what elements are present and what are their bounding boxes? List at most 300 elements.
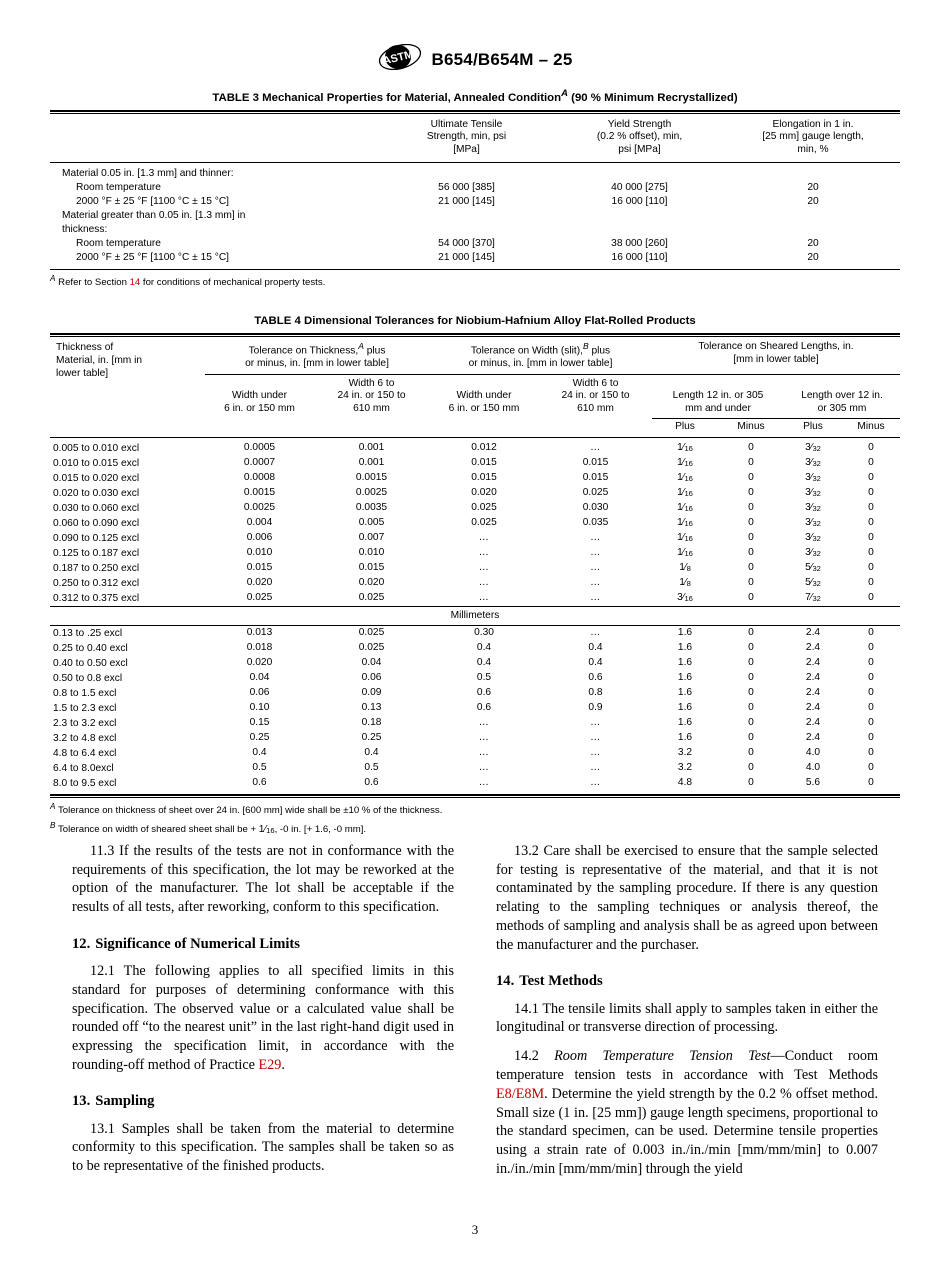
table-4-sub-width-6to24-b xyxy=(539,374,652,419)
para-14-1: 14.1 The tensile limits shall apply to samples taken in either the longitudinal or transverse direction of processing. xyxy=(496,1000,878,1036)
table-4-cell-lenover12-minus: 0 xyxy=(868,456,874,468)
table-4-cell-wid-width-6to24: … xyxy=(590,747,601,759)
sub-f-l1: Length over 12 in. xyxy=(801,389,883,401)
table-3-cell-yield: 16 000 [110] xyxy=(611,252,668,264)
table-4-cell-thk-width-6to24: 0.007 xyxy=(358,531,385,543)
heading-14 xyxy=(496,972,878,990)
table-4-cell-thickness-range: 0.060 to 0.090 excl xyxy=(53,517,140,529)
table-3-cell-label: thickness: xyxy=(62,224,108,235)
table-4-cell-wid-width-under: 0.015 xyxy=(471,456,497,468)
table-4-cell-thk-width-6to24: 0.020 xyxy=(358,576,385,588)
para-13-1: 13.1 Samples shall be taken from the material to determine conformity to this specification. The samples shall be taken so as to be representative of the finished products. xyxy=(72,1120,454,1175)
table-4-cell-len12-minus: 0 xyxy=(748,672,754,684)
uts-line1: Ultimate Tensile xyxy=(430,118,503,130)
table-4-cell-thk-width-6to24: 0.18 xyxy=(361,717,382,729)
table-4-cell-thickness-range: 0.187 to 0.250 excl xyxy=(53,562,140,574)
table-4-cell-wid-width-under: … xyxy=(478,591,490,603)
table-3-cell-yield xyxy=(553,223,726,237)
table-4-cell-lenover12-plus: 4.0 xyxy=(805,762,821,774)
table-4-cell-lenover12-plus: 2.4 xyxy=(805,672,821,684)
table-4-cell-wid-width-6to24: … xyxy=(590,626,601,638)
table-4-cell-len12-minus: 0 xyxy=(748,657,754,669)
table-4-cell-thk-width-under: 0.0008 xyxy=(243,471,276,483)
table-3-footnote-marker: A xyxy=(50,274,56,284)
table-4-cell-len12-plus: 1.6 xyxy=(677,657,693,669)
table-3-caption-pre: TABLE 3 Mechanical Properties for Material, Annealed Condition xyxy=(212,91,562,104)
table-4-cell-thk-width-under: 0.013 xyxy=(246,626,273,638)
grp-thk-sup: A xyxy=(358,340,364,351)
table-4-cell-len12-plus: 3⁄16 xyxy=(677,591,693,603)
table-3-cell-label: Room temperature xyxy=(76,238,161,250)
table-4-cell-thk-width-under: 0.15 xyxy=(249,717,270,729)
table-row xyxy=(50,561,900,576)
table-4-cell-len12-minus: 0 xyxy=(748,732,754,744)
table-4-cell-thickness-range: 1.5 to 2.3 excl xyxy=(53,703,117,715)
table-3-cell-yield: 38 000 [260] xyxy=(611,238,668,250)
table-4-cell-thk-width-6to24: 0.025 xyxy=(358,642,385,653)
table-4-cell-lenover12-minus: 0 xyxy=(868,531,874,543)
table-4-sub-length-over-12 xyxy=(784,374,900,419)
table-4-cell-lenover12-plus: 3⁄32 xyxy=(805,501,821,513)
table-4-cell-thk-width-6to24: 0.5 xyxy=(364,762,379,774)
table-4-cell-len12-plus: 3.2 xyxy=(677,747,693,759)
table-3-cell-label: 2000 °F ± 25 °F [1100 °C ± 15 °C] xyxy=(76,252,230,264)
heading-12-text: Significance of Numerical Limits xyxy=(95,935,300,952)
table-3-caption-post: (90 % Minimum Recrystallized) xyxy=(567,91,738,104)
table-4-cell-thk-width-under: 0.015 xyxy=(246,561,273,573)
table-4-cell-len12-minus: 0 xyxy=(748,687,754,699)
table-3-cell-label: Material greater than 0.05 in. [1.3 mm] in xyxy=(62,209,246,221)
table-4-cell-wid-width-6to24: … xyxy=(590,777,601,789)
table-4-sub-width-6to24-a xyxy=(314,374,429,419)
table-4-pm-blank-1 xyxy=(205,419,314,437)
table-4-cell-len12-plus: 1.6 xyxy=(677,687,693,699)
sub-e-l1: Length 12 in. or 305 xyxy=(672,389,764,401)
table-4-cell-wid-width-under: … xyxy=(478,531,490,543)
table-4-cell-lenover12-plus: 5.6 xyxy=(805,777,821,789)
table-4-cell-thk-width-under: 0.020 xyxy=(246,657,273,669)
sub-b-l1: Width 6 to xyxy=(348,377,395,389)
table-4-cell-thk-width-under: 0.0005 xyxy=(243,441,276,453)
ys-line3: psi [MPa] xyxy=(618,144,661,156)
table-row xyxy=(50,209,900,223)
table-4-cell-thk-width-6to24: 0.025 xyxy=(358,626,385,638)
table-3-caption xyxy=(50,88,900,106)
astm-logo-icon xyxy=(378,44,422,75)
table-4-cell-wid-width-under: 0.5 xyxy=(476,672,492,684)
practice-e29-link[interactable]: E29 xyxy=(258,1056,282,1073)
table-row xyxy=(50,167,900,181)
sub-e-l2: mm and under xyxy=(685,402,751,414)
table-3-cell-yield: 16 000 [110] xyxy=(611,195,668,207)
table-4-cell-lenover12-plus: 3⁄32 xyxy=(805,546,821,558)
table-row xyxy=(50,237,900,251)
table-4-footnote-b-marker: B xyxy=(50,820,56,830)
table-row xyxy=(50,456,900,471)
table-4-cell-lenover12-plus: 2.4 xyxy=(805,702,821,714)
table-row xyxy=(50,195,900,209)
heading-13 xyxy=(72,1092,454,1110)
table-4-cell-thk-width-under: 0.0015 xyxy=(243,486,276,498)
table-4-cell-len12-minus: 0 xyxy=(748,717,754,729)
table-4-cell-len12-minus: 0 xyxy=(748,516,754,528)
table-4-cell-len12-minus: 0 xyxy=(748,546,754,558)
table-4-cell-lenover12-plus: 3⁄32 xyxy=(805,441,821,453)
table-4-block xyxy=(50,314,900,837)
table-4-footnote-b xyxy=(50,819,900,837)
table-4-cell-thk-width-under: 0.025 xyxy=(246,591,273,603)
table-4-cell-thk-width-6to24: 0.06 xyxy=(361,672,382,684)
para-12-1-post: . xyxy=(281,1056,285,1073)
table-4-footnote-b-pre: Tolerance on width of sheared sheet shall be + xyxy=(55,823,259,835)
table-4-cell-wid-width-under: 0.012 xyxy=(471,441,497,453)
table-4-cell-lenover12-minus: 0 xyxy=(868,441,874,453)
table-3-cell-uts xyxy=(380,167,553,181)
table-row xyxy=(50,531,900,546)
table-4-cell-lenover12-minus: 0 xyxy=(868,626,874,638)
table-4-cell-wid-width-under: 0.4 xyxy=(476,657,492,669)
table-3-cell-elongation xyxy=(726,209,900,223)
table-3-cell-uts: 56 000 [385] xyxy=(438,181,495,193)
table-3-body xyxy=(50,167,900,265)
stub-line3: lower table] xyxy=(56,368,109,380)
table-4-pm-blank-4 xyxy=(539,419,652,437)
table-4-cell-len12-plus: 1⁄8 xyxy=(679,576,691,588)
table-row xyxy=(50,441,900,456)
table-row xyxy=(50,546,900,561)
table-4-cell-wid-width-6to24: 0.4 xyxy=(588,642,603,653)
para-14-2-italic-title: Room Temperature Tension Test xyxy=(554,1048,771,1065)
table-4-cell-lenover12-minus: 0 xyxy=(868,747,874,759)
table-4-cell-lenover12-minus: 0 xyxy=(868,486,874,498)
table-4-cell-lenover12-plus: 3⁄32 xyxy=(805,486,821,498)
table-row xyxy=(50,516,900,531)
table-row xyxy=(50,576,900,591)
table-4-cell-lenover12-minus: 0 xyxy=(868,516,874,528)
table-4-cell-wid-width-under: … xyxy=(478,546,490,558)
table-4-cell-wid-width-under: … xyxy=(478,732,490,744)
table-4-cell-thickness-range: 3.2 to 4.8 excl xyxy=(53,733,117,745)
table-4-header xyxy=(50,337,900,437)
document-title: B654/B654M – 25 xyxy=(431,49,573,69)
table-4-cell-thk-width-6to24: 0.0015 xyxy=(355,471,388,483)
table-3-caption-sup: A xyxy=(561,88,568,99)
para-11-3: 11.3 If the results of the tests are not in conformance with the requirements of this specification, the lot may be reworked at the option of the manufacturer. The lot shall be acceptable if the results of all tests, after reworking, conform to this specification. xyxy=(72,843,454,916)
table-4-cell-thickness-range: 0.312 to 0.375 excl xyxy=(53,592,140,604)
table-4-cell-len12-plus: 1⁄16 xyxy=(677,471,693,483)
table-4-cell-thk-width-under: 0.5 xyxy=(252,762,267,774)
table-4-cell-len12-minus: 0 xyxy=(748,561,754,573)
table-4-cell-len12-minus: 0 xyxy=(748,501,754,513)
table-4-cell-lenover12-minus: 0 xyxy=(868,687,874,699)
table-4-cell-thickness-range: 0.020 to 0.030 excl xyxy=(53,487,140,499)
table-4-cell-len12-plus: 3.2 xyxy=(677,762,693,774)
table-4-cell-wid-width-under: 0.015 xyxy=(471,471,497,483)
sub-a-l2: 6 in. or 150 mm xyxy=(224,403,295,415)
body-columns xyxy=(72,842,878,1179)
table-4-stub-header xyxy=(50,337,205,437)
table-4-cell-wid-width-under: 0.025 xyxy=(471,501,497,513)
table-4-cell-thickness-range: 6.4 to 8.0excl xyxy=(53,763,114,775)
table-4-cell-wid-width-under: … xyxy=(478,561,490,573)
table-4-millimeters-separator xyxy=(50,607,900,626)
table-4-cell-wid-width-under: … xyxy=(478,762,490,774)
table-4-cell-len12-minus: 0 xyxy=(748,456,754,468)
table-3-cell-uts xyxy=(380,209,553,223)
table-3-cell-elongation: 20 xyxy=(807,195,819,207)
table-4-caption: TABLE 4 Dimensional Tolerances for Niobium-Hafnium Alloy Flat-Rolled Products xyxy=(254,315,696,327)
table-3-header-elongation xyxy=(726,114,900,162)
table-4-cell-thk-width-6to24: 0.4 xyxy=(364,747,379,759)
table-4-cell-thk-width-under: 0.04 xyxy=(249,672,270,684)
table-4-cell-thk-width-under: 0.6 xyxy=(252,777,267,789)
table-4-cell-len12-minus: 0 xyxy=(748,591,754,603)
sub-b-l3: 610 mm xyxy=(353,403,390,415)
table-4-cell-wid-width-6to24: 0.8 xyxy=(588,687,603,699)
table-4-cell-lenover12-plus: 4.0 xyxy=(805,747,821,759)
table-row xyxy=(50,716,900,731)
table-4-cell-len12-minus: 0 xyxy=(748,702,754,714)
table-4-millimeters-label: Millimeters xyxy=(50,607,900,626)
table-row xyxy=(50,641,900,656)
table-4-cell-thickness-range: 0.50 to 0.8 excl xyxy=(53,673,123,685)
table-4-cell-lenover12-plus: 5⁄32 xyxy=(805,576,821,588)
table-4-cell-thk-width-6to24: 0.04 xyxy=(361,657,382,669)
table-4-group-lengths xyxy=(652,337,900,374)
table-row xyxy=(50,731,900,746)
table-4-footnote-a xyxy=(50,798,900,818)
para-12-1-pre: 12.1 The following applies to all specified limits in this standard for purposes of determining conformance with this specification. The observed value or a calculated value shall be rounded off “to the nearest unit” in the last right-hand digit used in expressing the specification limit, in accordance with the rounding-off method of Practice xyxy=(72,963,454,1073)
table-3-cell-elongation: 20 xyxy=(807,181,819,193)
table-4-cell-len12-minus: 0 xyxy=(748,747,754,759)
heading-13-text: Sampling xyxy=(95,1093,155,1110)
table-4-cell-len12-minus: 0 xyxy=(748,486,754,498)
table-4-cell-thk-width-under: 0.004 xyxy=(246,516,273,528)
table-4-cell-len12-plus: 1⁄16 xyxy=(677,441,693,453)
table-4-cell-lenover12-minus: 0 xyxy=(868,657,874,669)
table-4-sub-width-under-b xyxy=(429,374,539,419)
table-4-pm-blank-3 xyxy=(429,419,539,437)
table-4-footnote-b-fraction: 1⁄16 xyxy=(258,823,275,835)
table-4-cell-thk-width-under: 0.018 xyxy=(246,642,273,653)
table-4-cell-len12-plus: 1.6 xyxy=(677,732,693,744)
table-3-cell-uts: 21 000 [145] xyxy=(438,252,495,264)
table-4-cell-lenover12-plus: 3⁄32 xyxy=(805,456,821,468)
table-row xyxy=(50,591,900,607)
table-4-cell-lenover12-plus: 2.4 xyxy=(805,626,821,638)
table-row xyxy=(50,223,900,237)
table-4-pm-blank-2 xyxy=(314,419,429,437)
table-4-cell-thickness-range: 0.030 to 0.060 excl xyxy=(53,502,140,514)
table-row xyxy=(50,626,900,642)
ys-line2: (0.2 % offset), min, xyxy=(596,131,683,143)
table-4-sub-width-under-a xyxy=(205,374,314,419)
table-4-cell-lenover12-minus: 0 xyxy=(868,672,874,684)
table-4-cell-len12-minus: 0 xyxy=(748,642,754,653)
table-4-cell-lenover12-minus: 0 xyxy=(868,702,874,714)
sub-b-l2: 24 in. or 150 to xyxy=(337,390,406,402)
table-3-header-uts xyxy=(380,114,553,162)
table-4-footnote-a-text: Tolerance on thickness of sheet over 24 in. [600 mm] wide shall be ±10 % of the thickness. xyxy=(55,805,443,817)
table-4-cell-thk-width-6to24: 0.13 xyxy=(361,702,382,714)
table-4-cell-wid-width-under: … xyxy=(478,777,490,789)
table-3-cell-yield: 40 000 [275] xyxy=(611,181,668,193)
grp-wid-pre: Tolerance on Width (slit), xyxy=(470,345,583,357)
table-row xyxy=(50,656,900,671)
table-4-cell-thk-width-under: 0.020 xyxy=(246,576,273,588)
table-4-cell-lenover12-minus: 0 xyxy=(868,642,874,653)
table-4-cell-lenover12-plus: 2.4 xyxy=(805,732,821,744)
table-4-cell-len12-minus: 0 xyxy=(748,762,754,774)
table-row xyxy=(50,701,900,716)
table-4-cell-len12-minus: 0 xyxy=(748,777,754,789)
table-4-cell-thk-width-under: 0.006 xyxy=(246,531,273,543)
table-row xyxy=(50,686,900,701)
table-4-cell-len12-plus: 1.6 xyxy=(677,626,693,638)
el-line1: Elongation in 1 in. xyxy=(772,118,854,130)
table-4-cell-thickness-range: 0.250 to 0.312 excl xyxy=(53,577,140,589)
table-4-cell-lenover12-minus: 0 xyxy=(868,777,874,789)
table-4-cell-thk-width-6to24: 0.025 xyxy=(358,591,385,603)
table-4-body xyxy=(50,441,900,792)
sub-d-l3: 610 mm xyxy=(577,403,614,415)
table-4-group-header-row xyxy=(50,337,900,374)
table-4-header-rule xyxy=(50,437,900,438)
table-3-cell-uts xyxy=(380,223,553,237)
table-row xyxy=(50,671,900,686)
table-4-cell-thk-width-6to24: 0.015 xyxy=(358,561,385,573)
table-3-cell-elongation: 20 xyxy=(807,252,819,264)
table-4-minus-1: Minus xyxy=(737,421,765,433)
table-4-cell-len12-plus: 1⁄16 xyxy=(677,516,693,528)
table-3-cell-elongation xyxy=(726,223,900,237)
table-4-cell-thickness-range: 0.13 to .25 excl xyxy=(53,627,123,639)
table-4-cell-lenover12-minus: 0 xyxy=(868,762,874,774)
table-4-cell-wid-width-under: 0.6 xyxy=(476,687,492,699)
table-4-cell-wid-width-6to24: … xyxy=(590,576,601,588)
table-3-cell-label: Room temperature xyxy=(76,181,161,193)
section-14-link[interactable]: 14 xyxy=(129,277,141,289)
table-row xyxy=(50,471,900,486)
table-4-cell-len12-plus: 1⁄16 xyxy=(677,456,693,468)
table-4-plus-1: Plus xyxy=(675,421,695,433)
sub-c-l1: Width under xyxy=(456,390,512,402)
ys-line1: Yield Strength xyxy=(607,118,672,130)
table-4-cell-wid-width-6to24: … xyxy=(590,531,601,543)
table-row xyxy=(50,486,900,501)
grp-wid-line2: or minus, in. [mm in lower table] xyxy=(468,357,613,369)
table-4-cell-wid-width-6to24: … xyxy=(590,441,601,453)
uts-line3: [MPa] xyxy=(453,144,480,156)
table-4-cell-lenover12-minus: 0 xyxy=(868,546,874,558)
table-3-header-rule xyxy=(50,162,900,163)
table-row xyxy=(50,746,900,761)
table-4-cell-thk-width-under: 0.4 xyxy=(252,747,267,759)
grp-thk-line2: or minus, in. [mm in lower table] xyxy=(245,357,389,369)
para-14-2-post: . Determine the yield strength by the 0.2 % offset method. Small size (1 in. [25 mm]) gauge length specimens, proportional to the standard specimen, can be used. Determine tensile properties using a strain rate of 0.003 in./in./min [mm/mm/min] to 0.007 in./in./min [mm/mm/min] through the yield xyxy=(496,1085,878,1177)
test-methods-e8-link[interactable]: E8/E8M xyxy=(496,1085,545,1102)
table-4-cell-len12-plus: 1.6 xyxy=(677,717,693,729)
table-4-cell-lenover12-minus: 0 xyxy=(868,732,874,744)
grp-thk-post: plus xyxy=(363,345,386,357)
table-3-cell-uts: 54 000 [370] xyxy=(438,238,495,250)
table-4-cell-wid-width-6to24: … xyxy=(590,717,601,729)
table-4-cell-lenover12-minus: 0 xyxy=(868,576,874,588)
para-14-2-number: 14.2 xyxy=(514,1048,555,1065)
sub-f-l2: or 305 mm xyxy=(817,402,867,414)
stub-line2: Material, in. [mm in xyxy=(56,355,143,367)
table-4-cell-wid-width-under: … xyxy=(478,747,490,759)
grp-len-line2: [mm in lower table] xyxy=(733,353,819,365)
table-4-cell-thickness-range: 0.010 to 0.015 excl xyxy=(53,457,140,469)
table-4-cell-wid-width-under: … xyxy=(478,576,490,588)
table-4-cell-thk-width-under: 0.06 xyxy=(249,687,270,699)
table-3-header-blank xyxy=(50,114,380,162)
table-4-cell-wid-width-under: 0.30 xyxy=(474,626,494,638)
table-row xyxy=(50,776,900,791)
table-4-cell-thickness-range: 8.0 to 9.5 excl xyxy=(53,778,117,790)
table-4-cell-len12-plus: 1⁄16 xyxy=(677,501,693,513)
table-4-cell-wid-width-6to24: 0.4 xyxy=(588,657,603,669)
table-4-cell-wid-width-6to24: 0.035 xyxy=(582,516,609,528)
table-4-cell-lenover12-plus: 3⁄32 xyxy=(805,531,821,543)
table-4-cell-thickness-range: 0.015 to 0.020 excl xyxy=(53,472,140,484)
table-4-cell-wid-width-6to24: 0.025 xyxy=(582,486,609,498)
para-14-2 xyxy=(496,1047,878,1178)
grp-len-line1: Tolerance on Sheared Lengths, in. xyxy=(698,340,854,352)
table-4-cell-len12-minus: 0 xyxy=(748,471,754,483)
table-4-cell-len12-plus: 1.6 xyxy=(677,702,693,714)
table-4-cell-wid-width-under: 0.020 xyxy=(471,486,497,498)
table-3-cell-uts: 21 000 [145] xyxy=(438,195,495,207)
table-4-cell-wid-width-6to24: 0.030 xyxy=(582,501,609,513)
table-4-cell-thk-width-6to24: 0.0025 xyxy=(355,486,388,498)
table-row xyxy=(50,181,900,195)
table-4-cell-thk-width-6to24: 0.010 xyxy=(358,546,385,558)
table-3-header-row xyxy=(50,114,900,162)
table-4-cell-thk-width-6to24: 0.001 xyxy=(358,441,385,453)
table-4-footnote-a-marker: A xyxy=(50,802,56,812)
grp-wid-post: plus xyxy=(588,345,611,357)
svg-text:ASTM: ASTM xyxy=(381,48,415,68)
sub-a-l1: Width under xyxy=(232,390,287,402)
heading-12-number: 12. xyxy=(72,935,91,952)
table-4-cell-len12-minus: 0 xyxy=(748,531,754,543)
table-4-cell-lenover12-minus: 0 xyxy=(868,717,874,729)
table-3-cell-label: Material 0.05 in. [1.3 mm] and thinner: xyxy=(62,167,234,179)
table-4-cell-lenover12-plus: 3⁄32 xyxy=(805,516,821,528)
right-column xyxy=(496,842,878,1179)
table-4-cell-len12-plus: 1⁄8 xyxy=(679,561,691,573)
heading-14-text: Test Methods xyxy=(519,973,603,990)
table-4-cell-wid-width-6to24: … xyxy=(590,561,601,573)
table-3-cell-yield xyxy=(553,167,726,181)
stub-line1: Thickness of xyxy=(56,341,114,353)
table-4-cell-thk-width-under: 0.25 xyxy=(249,732,270,744)
table-4-cell-lenover12-plus: 2.4 xyxy=(805,657,821,669)
heading-13-number: 13. xyxy=(72,1093,91,1110)
table-4-cell-thk-width-6to24: 0.0035 xyxy=(355,501,388,513)
table-4-cell-lenover12-plus: 3⁄32 xyxy=(805,471,821,483)
table-4-cell-thickness-range: 0.25 to 0.40 excl xyxy=(53,643,128,654)
el-line2: [25 mm] gauge length, xyxy=(762,131,864,143)
table-3-cell-yield xyxy=(553,209,726,223)
table-3-footnote xyxy=(50,270,900,290)
table-4-cell-wid-width-under: 0.4 xyxy=(476,642,492,653)
table-4-cell-thickness-range: 4.8 to 6.4 excl xyxy=(53,748,117,760)
page-number: 3 xyxy=(471,1222,479,1237)
table-row xyxy=(50,251,900,265)
